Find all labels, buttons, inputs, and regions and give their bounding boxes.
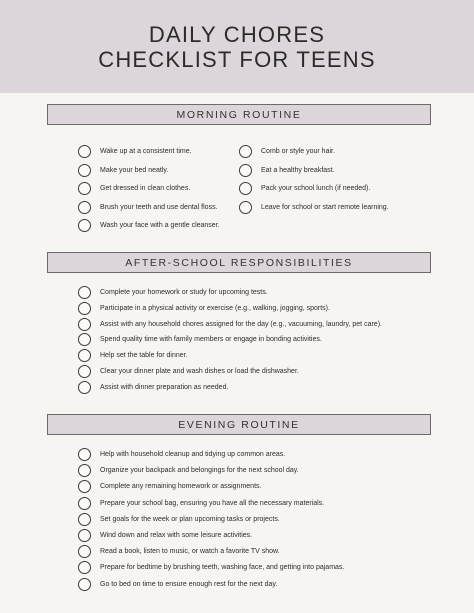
checklist-item <box>78 318 382 331</box>
checkbox-circle[interactable] <box>78 164 91 177</box>
checklist-item <box>78 529 252 542</box>
checklist-item-text: Clear your dinner plate and wash dishes or load the dishwasher. <box>100 368 299 375</box>
checkbox-circle[interactable] <box>78 286 91 299</box>
title-banner <box>0 0 474 93</box>
checklist-item-text: Get dressed in clean clothes. <box>100 185 191 192</box>
page-title-line-1: DAILY CHORES <box>148 21 326 47</box>
checklist-item-text: Complete your homework or study for upcoming tests. <box>100 289 268 296</box>
checkbox-circle[interactable] <box>78 480 91 493</box>
checkbox-circle[interactable] <box>78 497 91 510</box>
checkbox-circle[interactable] <box>78 219 91 232</box>
checklist-item <box>78 286 268 299</box>
checkbox-circle[interactable] <box>78 381 91 394</box>
checkbox-circle[interactable] <box>78 201 91 214</box>
checkbox-circle[interactable] <box>239 182 252 195</box>
checklist-item <box>239 164 335 177</box>
checklist-item-text: Organize your backpack and belongings for the next school day. <box>100 467 299 475</box>
checkbox-circle[interactable] <box>78 302 91 315</box>
checklist-item <box>78 464 299 477</box>
page-title-line-2: CHECKLIST FOR TEENS <box>98 46 376 72</box>
checklist-item <box>78 365 299 378</box>
checkbox-circle[interactable] <box>78 578 91 591</box>
checklist-item <box>78 513 280 526</box>
checklist-item-text: Make your bed neatly. <box>100 166 169 174</box>
checklist-item-text: Leave for school or start remote learning. <box>261 203 389 211</box>
checkbox-circle[interactable] <box>78 145 91 158</box>
checklist-item <box>78 381 228 394</box>
checklist-item-text: Assist with any household chores assigned for the day (e.g., vacuuming, laundry, pet care). <box>100 320 382 328</box>
checkbox-circle[interactable] <box>78 448 91 461</box>
checklist-item-text: Assist with dinner preparation as needed. <box>100 383 229 391</box>
checklist-item <box>78 349 188 362</box>
checklist-item <box>239 201 389 214</box>
checklist-item-text: Prepare your school bag, ensuring you have all the necessary materials. <box>100 499 325 507</box>
checklist-item <box>78 302 330 315</box>
checklist-item <box>78 182 190 195</box>
checklist-item <box>78 480 261 493</box>
checklist-item <box>78 145 192 158</box>
checklist-item-text: Spend quality time with family members or engage in bonding activities. <box>100 336 322 344</box>
checklist-item-text: Prepare for bedtime by brushing teeth, washing face, and getting into pajamas. <box>100 564 345 572</box>
checklist-item <box>78 219 220 232</box>
checkbox-circle[interactable] <box>78 529 91 542</box>
checklist-item <box>78 561 344 574</box>
checklist-item <box>78 578 277 591</box>
checkbox-circle[interactable] <box>239 145 252 158</box>
checkbox-circle[interactable] <box>78 365 91 378</box>
checklist-item-text: Wash your face with a gentle cleanser. <box>100 222 220 229</box>
section-heading-afterschool: AFTER-SCHOOL RESPONSIBILITIES <box>47 252 431 273</box>
checklist-item-text: Wind down and relax with some leisure activities. <box>100 532 253 539</box>
checklist-item-text: Help with household cleanup and tidying up common areas. <box>100 451 286 458</box>
checkbox-circle[interactable] <box>239 201 252 214</box>
checkbox-circle[interactable] <box>78 464 91 477</box>
checklist-item <box>78 201 218 214</box>
checkbox-circle[interactable] <box>78 182 91 195</box>
checkbox-circle[interactable] <box>78 318 91 331</box>
checklist-item-text: Read a book, listen to music, or watch a favorite TV show. <box>100 548 280 556</box>
checklist-item-text: Pack your school lunch (if needed). <box>261 185 371 192</box>
checklist-item-text: Go to bed on time to ensure enough rest for the next day. <box>100 580 278 588</box>
checklist-item-text: Eat a healthy breakfast. <box>261 166 335 174</box>
checkbox-circle[interactable] <box>78 513 91 526</box>
checklist-item <box>78 333 322 346</box>
checklist-item <box>239 145 335 158</box>
section-heading-evening: EVENING ROUTINE <box>47 414 431 435</box>
checkbox-circle[interactable] <box>78 333 91 346</box>
checklist-item-text: Brush your teeth and use dental floss. <box>100 203 218 211</box>
checkbox-circle[interactable] <box>78 349 91 362</box>
checklist-item-text: Comb or style your hair. <box>261 148 335 155</box>
checklist-item <box>239 182 370 195</box>
checklist-item <box>78 497 324 510</box>
checklist-item <box>78 545 280 558</box>
checklist-item-text: Complete any remaining homework or assignments. <box>100 483 262 491</box>
checkbox-circle[interactable] <box>78 545 91 558</box>
checklist-item-text: Participate in a physical activity or exercise (e.g., walking, jogging, sports). <box>100 304 330 312</box>
checklist-item <box>78 164 168 177</box>
checklist-item <box>78 448 285 461</box>
section-heading-morning: MORNING ROUTINE <box>47 104 431 125</box>
checklist-item-text: Help set the table for dinner. <box>100 352 188 360</box>
checklist-item-text: Wake up at a consistent time. <box>100 148 192 155</box>
checkbox-circle[interactable] <box>78 561 91 574</box>
checklist-item-text: Set goals for the week or plan upcoming tasks or projects. <box>100 515 280 523</box>
checkbox-circle[interactable] <box>239 164 252 177</box>
